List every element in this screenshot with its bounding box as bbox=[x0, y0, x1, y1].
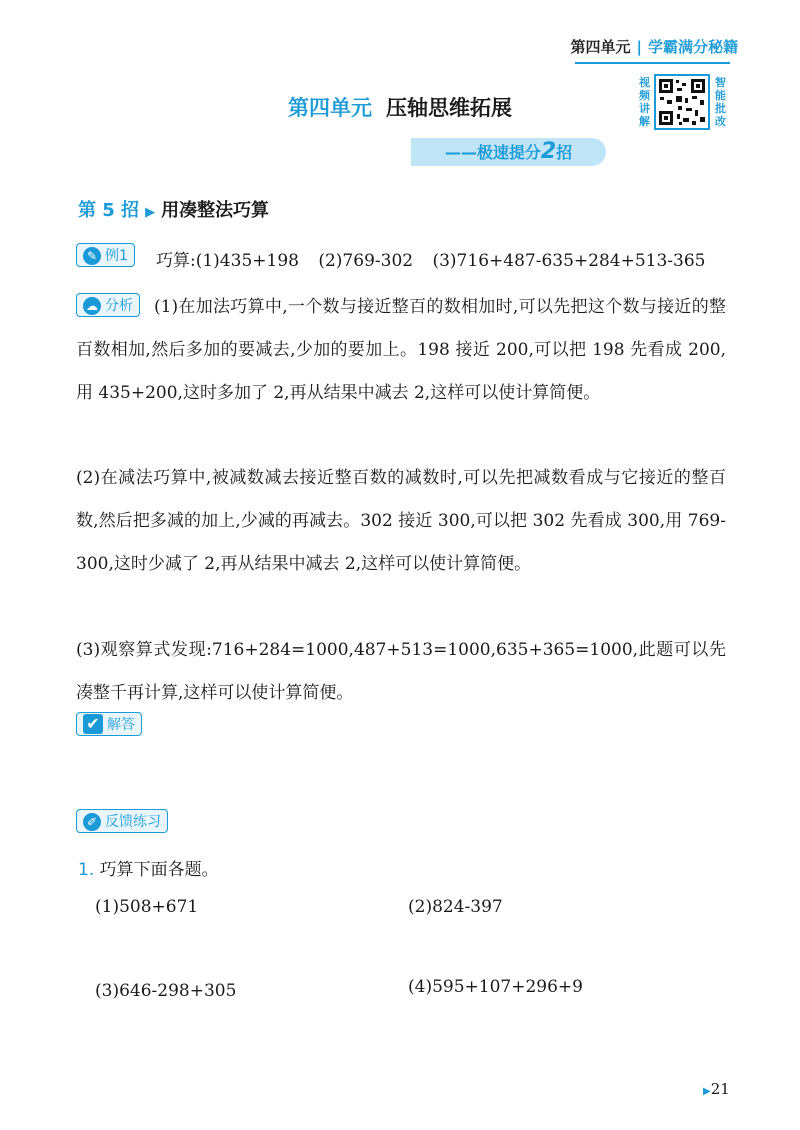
exercise-item: (1)508+671 bbox=[95, 897, 199, 917]
exercise-item: (4)595+107+296+9 bbox=[408, 977, 583, 997]
pencil-icon: ✎ bbox=[83, 247, 101, 265]
running-header bbox=[570, 36, 738, 57]
analysis-paragraph-3: (3)观察算式发现:716+284=1000,487+513=1000,635+365=1000,此题可以先凑整千再计算,这样可以使计算简便。 bbox=[76, 640, 726, 703]
header-rule bbox=[575, 62, 730, 64]
exercise-item: (2)824-397 bbox=[408, 897, 503, 917]
answer-tag bbox=[76, 712, 142, 736]
checkmark-icon: ✔ bbox=[83, 714, 103, 734]
page-number bbox=[703, 1080, 730, 1098]
question-number: 1. bbox=[78, 860, 95, 880]
qr-left-label: 视频讲解 bbox=[639, 76, 650, 128]
title-name: 压轴思维拓展 bbox=[386, 96, 512, 120]
move-name: 用凑整法巧算 bbox=[161, 200, 270, 221]
header-unit: 第四单元 bbox=[570, 38, 631, 56]
arrow-icon: ▶ bbox=[703, 1086, 711, 1097]
analysis-paragraph-1: (1)在加法巧算中,一个数与接近整百的数相加时,可以先把这个数与接近的整百数相加,然后多加的要减去,少加的要加上。198 接近 200,可以把 198 先看成 200,用 435+200,这时多加了 2,再从结果中减去 2,这样可以使计算简便。 bbox=[76, 297, 726, 403]
example-tag bbox=[76, 243, 135, 267]
analysis-paragraph-2: (2)在减法巧算中,被减数减去接近整百数的减数时,可以先把减数看成与它接近的整百数,然后把多减的加上,少减的再减去。302 接近 300,可以把 302 先看成 300,用 769-300,这时少减了 2,再从结果中减去 2,这样可以使计算简便。 bbox=[76, 468, 726, 574]
answer-tag-label: 解答 bbox=[107, 717, 135, 733]
subtitle-badge bbox=[411, 138, 606, 166]
badge-suffix: 招 bbox=[556, 143, 573, 162]
question-1 bbox=[78, 855, 219, 880]
example-tag-label: 例1 bbox=[105, 248, 128, 264]
badge-number: 2 bbox=[540, 139, 557, 164]
pen-icon: ✐ bbox=[83, 813, 101, 831]
exercise-item: (3)646-298+305 bbox=[95, 981, 237, 1001]
feedback-tag bbox=[76, 809, 168, 833]
header-separator: | bbox=[636, 38, 642, 56]
qr-right-label: 智能批改 bbox=[715, 76, 726, 128]
feedback-tag-label: 反馈练习 bbox=[105, 814, 161, 830]
badge-prefix: ——极速提分 bbox=[444, 143, 541, 162]
page-title bbox=[0, 92, 800, 122]
analysis-tag-label: 分析 bbox=[105, 298, 133, 314]
triangle-icon: ▶ bbox=[145, 205, 156, 220]
question-text: 巧算下面各题。 bbox=[99, 860, 219, 880]
speech-icon: ☁ bbox=[83, 297, 101, 315]
header-brand: 学霸满分秘籍 bbox=[647, 38, 738, 56]
section-heading bbox=[78, 196, 269, 222]
move-label: 第 5 招 bbox=[78, 200, 140, 221]
example-problem: 巧算:(1)435+198 (2)769-302 (3)716+487-635+284+513-365 bbox=[156, 251, 706, 271]
title-unit: 第四单元 bbox=[288, 96, 372, 120]
page-number-value: 21 bbox=[710, 1080, 730, 1098]
